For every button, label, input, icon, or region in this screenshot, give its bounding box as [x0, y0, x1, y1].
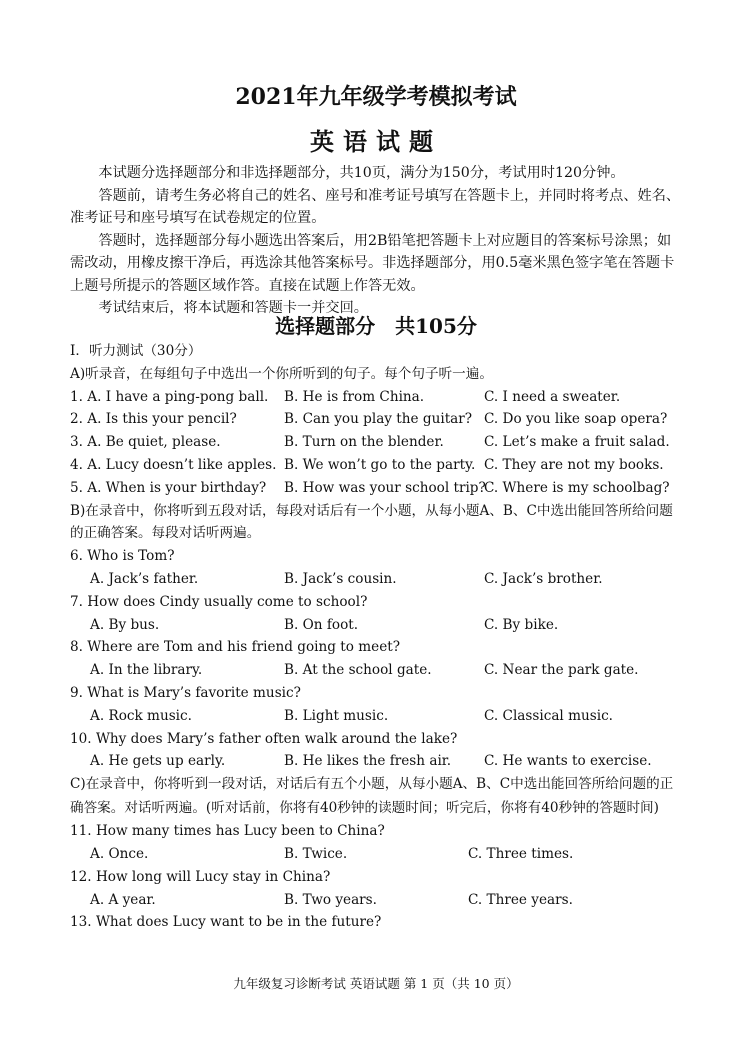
- question-option: C. Do you like soap opera?: [484, 411, 668, 428]
- question-row: [70, 454, 685, 477]
- question-option: C. Jack’s brother.: [484, 570, 603, 587]
- question-option: B. Turn on the blender.: [284, 434, 444, 451]
- question-row: [70, 659, 685, 682]
- question-row: [70, 705, 685, 728]
- question-row: [70, 843, 685, 866]
- question-row: [70, 408, 685, 431]
- question-option: 4. A. Lucy doesn’t like apples.: [70, 456, 277, 473]
- part-heading: I．听力测试（30分）: [70, 343, 202, 359]
- question-option: C. Three years.: [468, 891, 573, 908]
- question-option: A. Once.: [90, 845, 149, 862]
- question-stem: 13. What does Lucy want to be in the future?: [70, 914, 382, 931]
- question-option: C. Where is my schoolbag?: [484, 479, 670, 496]
- instruction-paragraph: 答题时，选择题部分每小题选出答案后，用2B铅笔把答题卡上对应题目的答案标号涂黑；如需改动，用橡皮擦干净后，再选涂其他答案标号。非选择题部分，用0.5毫米黑色签字笔在答题卡上题号所提示的答题区域作答。直接在试题上作答无效。: [70, 232, 675, 294]
- question-option: A. He gets up early.: [90, 753, 226, 770]
- question-row: [70, 614, 685, 637]
- question-option: B. Two years.: [284, 891, 377, 908]
- question-option: B. He likes the fresh air.: [284, 753, 452, 770]
- question-option: C. Classical music.: [484, 707, 614, 724]
- question-stem: 7. How does Cindy usually come to school?: [70, 593, 368, 610]
- question-option: A. By bus.: [90, 616, 160, 633]
- page-footer: 九年级复习诊断考试 英语试题 第 1 页（共 10 页）: [233, 976, 519, 991]
- question-option: C. Three times.: [468, 845, 574, 862]
- part-b-instruction: B)在录音中，你将听到五段对话，每段对话后有一个小题，从每小题A、B、C中选出能回答所给问题的正确答案。每段对话听两遍。: [70, 502, 673, 542]
- part-a-instruction: A)听录音，在每组句子中选出一个你所听到的句子。每个句子听一遍。: [70, 365, 493, 382]
- exam-title: 2021年九年级学考模拟考试: [235, 84, 517, 110]
- question-stem: 12. How long will Lucy stay in China?: [70, 868, 331, 885]
- question-row: [70, 386, 685, 409]
- question-option: B. At the school gate.: [284, 662, 432, 679]
- question-option: B. Can you play the guitar?: [284, 411, 473, 428]
- question-stem: 6. Who is Tom?: [70, 548, 175, 565]
- instruction-paragraph: 考试结束后，将本试题和答题卡一并交回。: [98, 300, 368, 316]
- question-row: [70, 431, 685, 454]
- instruction-paragraph: 答题前，请考生务必将自己的姓名、座号和准考证号填写在答题卡上，并同时将考点、姓名、准考证号和座号填写在试卷规定的位置。: [70, 187, 681, 226]
- question-stem: 10. Why does Mary’s father often walk around the lake?: [70, 730, 458, 747]
- question-option: B. Twice.: [284, 845, 348, 862]
- question-stem: 11. How many times has Lucy been to China?: [70, 823, 385, 840]
- question-option: C. He wants to exercise.: [484, 753, 652, 770]
- question-stem: 9. What is Mary’s favorite music?: [70, 684, 301, 701]
- question-option: A. Rock music.: [90, 707, 192, 724]
- question-row: [70, 568, 685, 591]
- question-option: 5. A. When is your birthday?: [70, 479, 267, 496]
- listening-section: [70, 340, 685, 934]
- question-row: [70, 889, 685, 912]
- question-row: [70, 477, 685, 500]
- question-option: 3. A. Be quiet, please.: [70, 434, 221, 451]
- question-option: A. Jack’s father.: [90, 570, 199, 587]
- question-option: A. A year.: [90, 891, 156, 908]
- question-option: C. Let’s make a fruit salad.: [484, 434, 670, 451]
- question-option: 2. A. Is this your pencil?: [70, 411, 237, 428]
- question-stem: 8. Where are Tom and his friend going to meet?: [70, 639, 400, 656]
- question-option: C. By bike.: [484, 616, 559, 633]
- question-option: B. How was your school trip?: [284, 479, 486, 496]
- question-option: A. In the library.: [90, 662, 203, 679]
- part-c-instruction: C)在录音中，你将听到一段对话，对话后有五个小题，从每小题A、B、C中选出能回答所给问题的正确答案。对话听两遍。(听对话前，你将有40秒钟的读题时间；听完后，你将有40秒钟的答题时间): [70, 776, 674, 816]
- question-option: B. Light music.: [284, 707, 389, 724]
- exam-subtitle: 英语试题: [310, 127, 442, 156]
- section-title: 选择题部分 共105分: [275, 314, 477, 338]
- instruction-paragraph: 本试题分选择题部分和非选择题部分，共10页，满分为150分，考试用时120分钟。: [98, 165, 625, 181]
- question-option: C. Near the park gate.: [484, 662, 639, 679]
- question-option: C. They are not my books.: [484, 456, 664, 473]
- question-option: B. On foot.: [284, 616, 359, 633]
- question-option: B. We won’t go to the party.: [284, 456, 476, 473]
- question-option: B. He is from China.: [284, 388, 425, 405]
- question-option: 1. A. I have a ping-pong ball.: [70, 388, 269, 405]
- question-option: C. I need a sweater.: [484, 388, 621, 405]
- question-option: B. Jack’s cousin.: [284, 570, 397, 587]
- question-row: [70, 750, 685, 773]
- instructions: [70, 162, 685, 320]
